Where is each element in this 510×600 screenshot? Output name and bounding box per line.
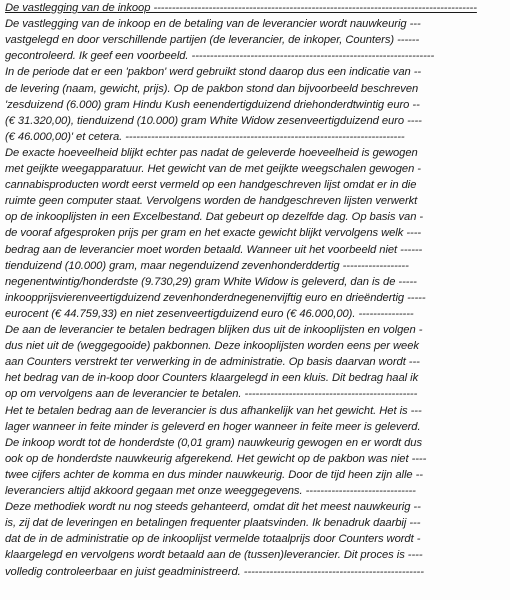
text-line: ruimte geen computer staat. Vervolgens worden de handgeschreven lijsten verwerkt [5, 195, 418, 208]
text-line: tienduizend (10.000) gram, maar negenduizend zevenhonderddertig ------------------ [5, 259, 409, 272]
text-line: De aan de leverancier te betalen bedragen blijken dus uit de inkooplijsten en volgen - [5, 324, 423, 336]
text-line: het bedrag van de in-koop door Counters klaargelegd in een kluis. Dit bedrag haal ik [5, 372, 419, 385]
text-line: Deze methodiek wordt nu nog steeds gehanteerd, omdat dit het meest nauwkeurig -- [5, 501, 421, 514]
text-line: op om vervolgens aan de leverancier te betalen. ----------------------------------------------- [5, 388, 418, 401]
text-line: dat de in de administratie op de inkooplijst vermelde totaalprijs door Counters wordt - [5, 533, 421, 546]
text-line: negenentwintig/honderdste (9.730,29) gram White Widow is geleverd, dan is de ----- [5, 275, 417, 288]
text-line: volledig controleerbaar en juist geadministreerd. ------------------------------------------------- [5, 565, 424, 578]
text-line: De inkoop wordt tot de honderdste (0,01 gram) nauwkeurig gewogen en er wordt dus [5, 436, 423, 449]
text-line: De vastlegging van de inkoop en de betaling van de leverancier wordt nauwkeurig --- [5, 18, 421, 31]
text-line: klaargelegd en vervolgens wordt betaald aan de (tussen)leverancier. Dit proces is ---- [5, 549, 423, 562]
text-line: is, zij dat de leveringen en betalingen frequenter plaatsvinden. Ik benadruk daarbij --- [5, 517, 421, 530]
section-heading: De vastlegging van de inkoop ---------------------------------------------------------------------------------------- [5, 2, 477, 14]
text-line: lager wanneer in feite minder is geleverd en hoger wanneer in feite meer is geleverd. [5, 420, 421, 433]
text-line: ook op de honderdste nauwkeurig afgerekend. Het gewicht op de pakbon was niet ---- [5, 452, 427, 465]
text-line: twee cijfers achter de komma en dus minder nauwkeurig. Door de tijd heen zijn alle -- [5, 468, 423, 481]
text-line: eurocent (€ 44.759,33) en niet zesenveertigduizend euro (€ 46.000,00). --------------- [5, 307, 414, 320]
text-line: vastgelegd en door verschillende partijen (de leverancier, de inkoper, Counters) ------ [5, 34, 420, 47]
text-line: gecontroleerd. Ik geef een voorbeeld. ------------------------------------------------------------------ [5, 50, 435, 63]
text-line: De exacte hoeveelheid blijkt echter pas nadat de geleverde hoeveelheid is gewogen [5, 146, 418, 159]
text-line: In de periode dat er een 'pakbon' werd gebruikt stond daarop dus een indicatie van -- [5, 66, 422, 79]
text-line: bedrag aan de leverancier moet worden betaald. Wanneer uit het voorbeeld niet ------ [5, 243, 423, 256]
text-line: 'zesduizend (6.000) gram Hindu Kush eenendertigduizend driehonderdtwintig euro -- [5, 98, 420, 111]
text-line: met geijkte weegapparatuur. Het gewicht van de met geijkte weegschalen gewogen - [5, 163, 421, 175]
text-line: leveranciers altijd akkoord gegaan met onze weeggegevens. ------------------------------ [5, 485, 416, 497]
text-line: de vooraf afgesproken prijs per gram en het exacte gewicht blijkt vervolgens welk ---- [5, 227, 422, 240]
text-line: (€ 46.000,00)' et cetera. ---------------------------------------------------------------------------- [5, 130, 405, 143]
text-line: cannabisproducten wordt eerst vermeld op een handgeschreven lijst omdat er in die [5, 179, 417, 192]
text-line: inkoopprijsvierenveertigduizend zevenhonderdnegenenvijftig euro en drieëndertig ----- [5, 291, 426, 304]
text-line: op de inkooplijsten in een Excelbestand. Dat gebeurt op dezelfde dag. Op basis van - [5, 211, 424, 224]
text-line: (€ 31.320,00), tienduizend (10.000) gram White Widow zesenveertigduizend euro ---- [5, 114, 422, 127]
text-line: aan Counters verstrekt ter verwerking in de administratie. Op basis daarvan wordt --- [5, 356, 420, 369]
text-line: de levering (naam, gewicht, prijs). Op de pakbon stond dan bijvoorbeeld beschreven [5, 82, 419, 95]
text-line: dus niet uit de (weggegooide) pakbonnen. Deze inkooplijsten worden eens per week [5, 340, 419, 353]
text-line: Het te betalen bedrag aan de leverancier is dus afhankelijk van het gewicht. Het is --- [5, 404, 422, 417]
